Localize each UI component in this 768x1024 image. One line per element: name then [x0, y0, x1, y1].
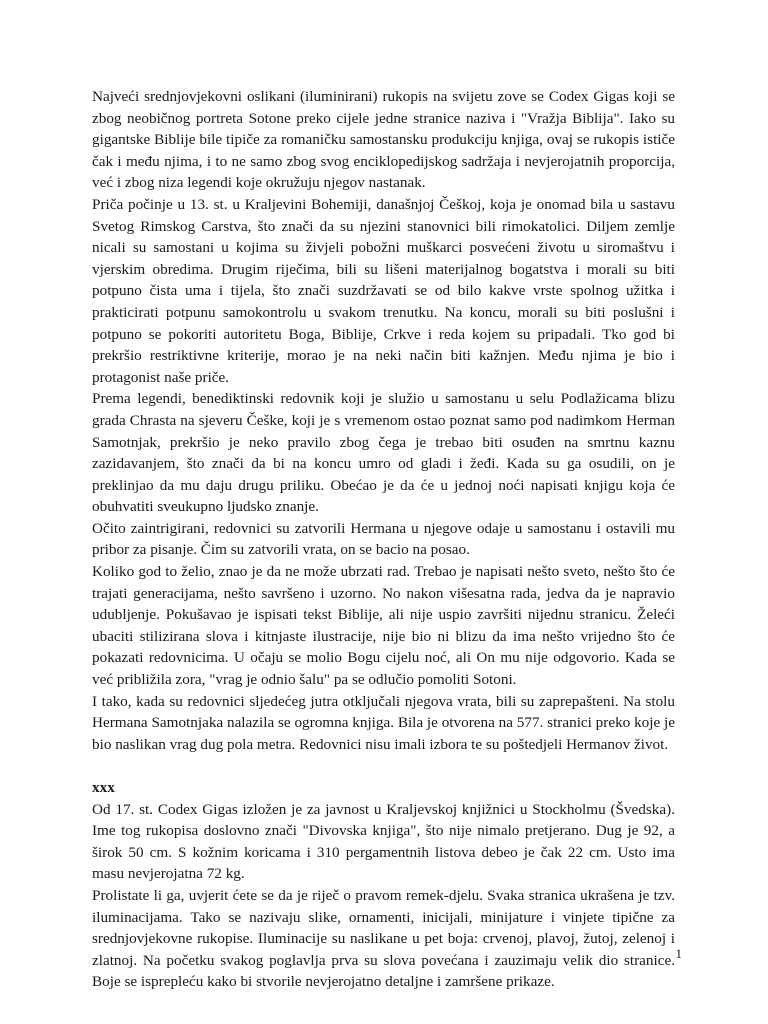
- section-separator: xxx: [92, 779, 115, 796]
- paragraph: I tako, kada su redovnici sljedećeg jutra otključali njegova vrata, bili su zaprepašteni. Na stolu Hermana Samotnjaka nalazila se ogromna knjiga. Bila je otvorena na 577. stranici preko koje je bio naslikan vrag dug pola metra. Redovnici nisu imali izbora te su poštedjeli Hermanov život.: [92, 692, 675, 753]
- paragraph: Koliko god to želio, znao je da ne može ubrzati rad. Trebao je napisati nešto sveto, nešto što će trajati generacijama, nešto savršeno i uzorno. No nakon višesatna rada, jedva da je napravio udubljenje. Pokušavao je ispisati tekst Biblije, ali nije uspio završiti nijednu stranicu. Želeći ubaciti stilizirana slova i kitnjaste ilustracije, nije bio ni blizu da ima nešto vrijedno što će pokazati redovnicima. U očaju se molio Bogu cijelu noć, ali On mu nije odgovorio. Kada se već približila zora, "vrag je odnio šalu" pa se odlučio pomoliti Sotoni.: [92, 563, 675, 689]
- paragraph: Priča počinje u 13. st. u Kraljevini Bohemiji, današnjoj Češkoj, koja je onomad bila u sastavu Svetog Rimskog Carstva, što znači da su njezini stanovnici bili rimokatolici. Diljem zemlje nicali su samostani u kojima su živjeli pobožni muškarci posvećeni životu u siromaštvu i vjerskim obredima. Drugim riječima, bili su lišeni materijalnog bogatstva i morali su biti potpuno čista uma i tijela, što znači suzdržavati se od bilo kakve vrste spolnog užitka i prakticirati potpunu samokontrolu u svakom trenutku. Na koncu, morali su biti poslušni i potpuno se pokoriti autoritetu Boga, Biblije, Crkve i reda kojem su pripadali. Tko god bi prekršio restriktivne kriterije, morao je na neki način biti kažnjen. Među njima je bio i protagonist naše priče.: [92, 195, 675, 386]
- paragraph: Od 17. st. Codex Gigas izložen je za javnost u Kraljevskoj knjižnici u Stockholmu (Švedska). Ime tog rukopisa doslovno znači "Divovska knjiga", što nije nimalo pretjerano. Dug je 92, a širok 50 cm. S kožnim koricama i 310 pergamentnih listova debeo je čak 22 cm. Usto ima masu nevjerojatna 72 kg.: [92, 800, 675, 883]
- page-number: 1: [675, 946, 682, 961]
- paragraph: Prema legendi, benediktinski redovnik koji je služio u samostanu u selu Podlažicama blizu grada Chrasta na sjeveru Češke, koji je s vremenom ostao poznat samo pod nadimkom Herman Samotnjak, prekršio je neko pravilo zbog čega je trebao biti osuđen na smrtnu kaznu zazidavanjem, što znači da bi na koncu umro od gladi i žeđi. Kada su ga osudili, on je preklinjao da mu daju drugu priliku. Obećao je da će u jednoj noći napisati knjigu koja će obuhvatiti sveukupno ljudsko znanje.: [92, 390, 675, 516]
- paragraph: Najveći srednjovjekovni oslikani (iluminirani) rukopis na svijetu zove se Codex Gigas koji se zbog neobičnog portreta Sotone preko cijele jedne stranice naziva i "Vražja Biblija". Iako su gigantske Biblije bile tipiče za romaničku samostansku produkciju knjiga, ovaj se rukopis ističe čak i među njima, i to ne samo zbog svog enciklopedijskog sadržaja i nevjerojatnih proporcija, već i zbog niza legendi koje okružuju njegov nastanak.: [92, 88, 675, 192]
- document-body: [92, 86, 675, 993]
- paragraph: Očito zaintrigirani, redovnici su zatvorili Hermana u njegove odaje u samostanu i ostavili mu pribor za pisanje. Čim su zatvorili vrata, on se bacio na posao.: [92, 519, 675, 559]
- paragraph: Prolistate li ga, uvjerit ćete se da je riječ o pravom remek-djelu. Svaka stranica ukrašena je tzv. iluminacijama. Tako se nazivaju slike, ornamenti, inicijali, minijature i vinjete tipične za srednjovjekovne rukopise. Iluminacije su naslikane u pet boja: crvenoj, plavoj, žutoj, zelenoj i zlatnoj. Na početku svakog poglavlja prva su slova povećana i zauzimaju velik dio stranice. Boje se isprepleću kako bi stvorile nevjerojatno detaljne i zamršene prikaze.: [92, 886, 675, 991]
- blank-line: [92, 755, 675, 777]
